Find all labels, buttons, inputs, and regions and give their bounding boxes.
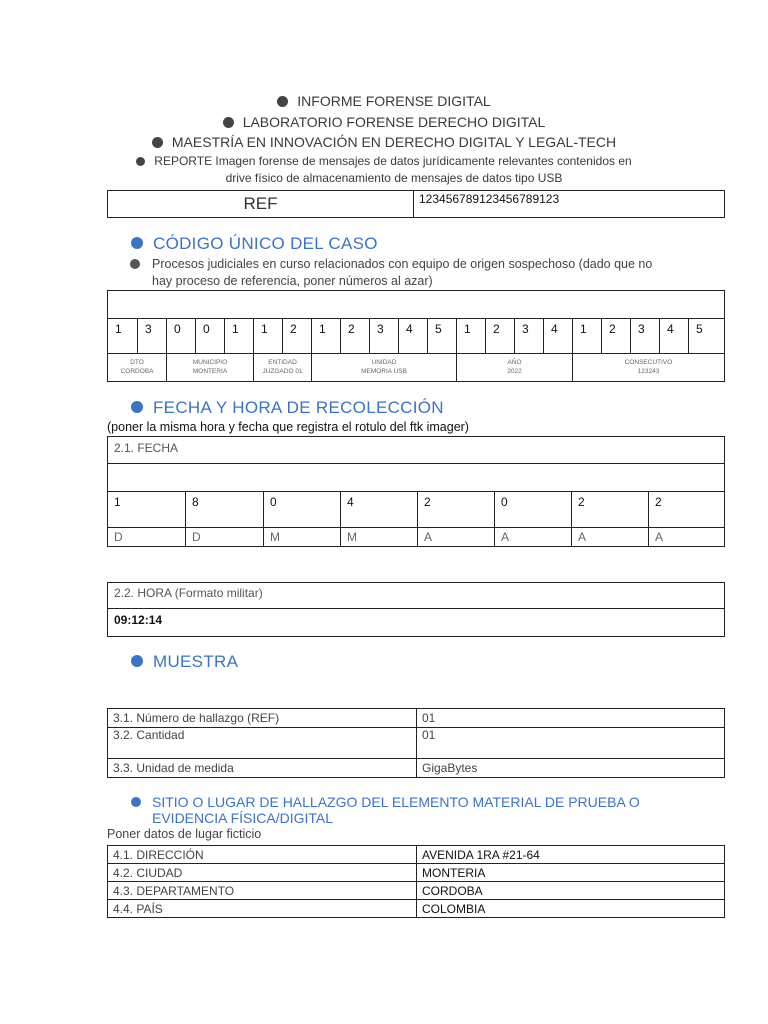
header-line-3: MAESTRÍA EN INNOVACIÓN EN DERECHO DIGITAL Y LEGAL-TECH bbox=[0, 134, 768, 150]
codigo-digit-cell: 3 bbox=[369, 319, 398, 353]
codigo-label-top: ENTIDAD bbox=[268, 359, 297, 366]
header-line-4: REPORTE Imagen forense de mensajes de datos jurídicamente relevantes contenidos en bbox=[0, 154, 768, 168]
sitio-label: 4.4. PAÍS bbox=[108, 900, 417, 918]
fecha-digit-cell: 4 bbox=[340, 492, 417, 527]
codigo-table bbox=[107, 290, 725, 382]
sitio-row bbox=[108, 882, 725, 900]
codigo-labels-row bbox=[108, 354, 724, 381]
sitio-value: MONTERIA bbox=[417, 864, 725, 882]
codigo-digit-cell: 3 bbox=[137, 319, 166, 353]
fecha-digits-row bbox=[108, 492, 724, 528]
muestra-label: 3.3. Unidad de medida bbox=[108, 759, 417, 778]
sitio-row bbox=[108, 900, 725, 918]
codigo-digit-cell: 1 bbox=[115, 322, 122, 336]
fecha-format-cell: A bbox=[494, 528, 571, 546]
muestra-value: 01 bbox=[417, 709, 725, 728]
fecha-label: 2.1. FECHA bbox=[108, 437, 724, 464]
fecha-format-cell: A bbox=[417, 528, 494, 546]
codigo-label-bottom: 2022 bbox=[507, 368, 522, 375]
bullet-icon bbox=[130, 259, 140, 269]
codigo-label-bottom: 123243 bbox=[637, 368, 660, 375]
codigo-digit-cell: 5 bbox=[688, 319, 724, 353]
fecha-format-cell: A bbox=[648, 528, 724, 546]
codigo-label-bottom: JUZGADO 01 bbox=[262, 368, 303, 375]
sitio-label: 4.2. CIUDAD bbox=[108, 864, 417, 882]
sitio-row bbox=[108, 846, 725, 864]
codigo-label-cell bbox=[311, 354, 456, 381]
hora-value: 09:12:14 bbox=[114, 613, 163, 627]
fecha-format-cell: M bbox=[340, 528, 417, 546]
codigo-label-cell bbox=[572, 354, 724, 381]
bullet-icon bbox=[152, 137, 163, 148]
fecha-format-cell: M bbox=[263, 528, 340, 546]
bullet-icon bbox=[136, 157, 145, 166]
codigo-label-top: CONSECUTIVO bbox=[624, 359, 673, 366]
codigo-label-bottom: CORDOBA bbox=[120, 368, 154, 375]
section-muestra-title: MUESTRA bbox=[131, 652, 238, 672]
muestra-value: GigaBytes bbox=[417, 759, 725, 778]
sitio-label: 4.1. DIRECCIÓN bbox=[108, 846, 417, 864]
codigo-digit-cell: 4 bbox=[543, 319, 572, 353]
bullet-icon bbox=[277, 96, 288, 107]
codigo-note: Procesos judiciales en curso relacionados con equipo de origen sospechoso (dado que no hay proceso de referencia, poner números al azar) bbox=[152, 256, 692, 290]
bullet-icon bbox=[131, 655, 143, 667]
fecha-digit-cell: 1 bbox=[114, 495, 121, 509]
codigo-digit-cell: 2 bbox=[485, 319, 514, 353]
codigo-digit-cell: 1 bbox=[311, 319, 340, 353]
codigo-digit-cell: 0 bbox=[166, 319, 195, 353]
codigo-digit-cell: 1 bbox=[253, 319, 282, 353]
codigo-label-top: DTO bbox=[130, 359, 144, 366]
sitio-row bbox=[108, 864, 725, 882]
codigo-label-bottom: MEMORIA USB bbox=[361, 368, 407, 375]
codigo-digit-cell: 3 bbox=[514, 319, 543, 353]
section-sitio-title: SITIO O LUGAR DE HALLAZGO DEL ELEMENTO MATERIAL DE PRUEBA O EVIDENCIA FÍSICA/DIGITAL bbox=[131, 794, 640, 826]
bullet-icon bbox=[131, 401, 143, 413]
muestra-label: 3.1. Número de hallazgo (REF) bbox=[108, 709, 417, 728]
codigo-label-bottom: MONTERIA bbox=[192, 368, 228, 375]
section-codigo-title: CÓDIGO ÚNICO DEL CASO bbox=[131, 234, 378, 254]
codigo-label-cell bbox=[108, 354, 166, 381]
codigo-digits-row bbox=[108, 319, 724, 354]
fecha-digit-cell: 2 bbox=[571, 492, 648, 527]
sitio-value: COLOMBIA bbox=[417, 900, 725, 918]
muestra-label: 3.2. Cantidad bbox=[108, 728, 417, 759]
muestra-row bbox=[108, 728, 725, 759]
fecha-digit-cell: 2 bbox=[648, 492, 724, 527]
muestra-table bbox=[107, 708, 725, 778]
sitio-note: Poner datos de lugar ficticio bbox=[107, 827, 262, 841]
fecha-digit-cell: 0 bbox=[494, 492, 571, 527]
fecha-format-cell: D bbox=[185, 528, 263, 546]
codigo-digit-cell: 2 bbox=[282, 319, 311, 353]
codigo-digit-cell: 5 bbox=[427, 319, 456, 353]
muestra-value: 01 bbox=[417, 728, 725, 759]
fecha-format-cell: D bbox=[114, 530, 123, 544]
hora-label: 2.2. HORA (Formato militar) bbox=[108, 583, 724, 609]
codigo-digit-cell: 4 bbox=[659, 319, 688, 353]
ref-table bbox=[107, 190, 725, 218]
fecha-digit-cell: 2 bbox=[417, 492, 494, 527]
codigo-digit-cell: 4 bbox=[398, 319, 427, 353]
header-line-5: drive físico de almacenamiento de mensajes de datos tipo USB bbox=[225, 171, 563, 185]
sitio-label: 4.3. DEPARTAMENTO bbox=[108, 882, 417, 900]
bullet-icon bbox=[131, 237, 143, 249]
codigo-label-cell bbox=[456, 354, 572, 381]
ref-value: 12345678912345678912​3 bbox=[414, 191, 725, 218]
fecha-table bbox=[107, 436, 725, 547]
fecha-digit-cell: 0 bbox=[263, 492, 340, 527]
fecha-format-cell: A bbox=[571, 528, 648, 546]
codigo-label-top: MUNICIPIO bbox=[192, 359, 228, 366]
codigo-blank-row bbox=[108, 291, 724, 319]
fecha-format-row bbox=[108, 528, 724, 546]
codigo-label-top: AÑO bbox=[507, 359, 522, 366]
codigo-label-top: UNIDAD bbox=[371, 359, 397, 366]
bullet-icon bbox=[223, 117, 234, 128]
codigo-label-cell bbox=[253, 354, 311, 381]
fecha-blank-row bbox=[108, 465, 724, 492]
muestra-row bbox=[108, 759, 725, 778]
codigo-digit-cell: 1 bbox=[572, 319, 601, 353]
codigo-label-cell bbox=[166, 354, 253, 381]
codigo-digit-cell: 1 bbox=[456, 319, 485, 353]
codigo-digit-cell: 0 bbox=[195, 319, 224, 353]
codigo-digit-cell: 2 bbox=[601, 319, 630, 353]
codigo-digit-cell: 2 bbox=[340, 319, 369, 353]
codigo-digit-cell: 3 bbox=[630, 319, 659, 353]
ref-label: REF bbox=[108, 191, 414, 218]
sitio-value: AVENIDA 1RA #21-64 bbox=[417, 846, 725, 864]
muestra-row bbox=[108, 709, 725, 728]
header-line-2: LABORATORIO FORENSE DERECHO DIGITAL bbox=[0, 114, 768, 130]
hora-table bbox=[107, 582, 725, 637]
bullet-icon bbox=[131, 797, 141, 807]
sitio-table bbox=[107, 845, 725, 918]
section-fecha-title: FECHA Y HORA DE RECOLECCIÓN bbox=[131, 398, 444, 418]
fecha-digit-cell: 8 bbox=[185, 492, 263, 527]
header-line-1: INFORME FORENSE DIGITAL bbox=[0, 93, 768, 109]
fecha-note: (poner la misma hora y fecha que registra el rotulo del ftk imager) bbox=[107, 420, 469, 434]
sitio-value: CORDOBA bbox=[417, 882, 725, 900]
codigo-digit-cell: 1 bbox=[224, 319, 253, 353]
